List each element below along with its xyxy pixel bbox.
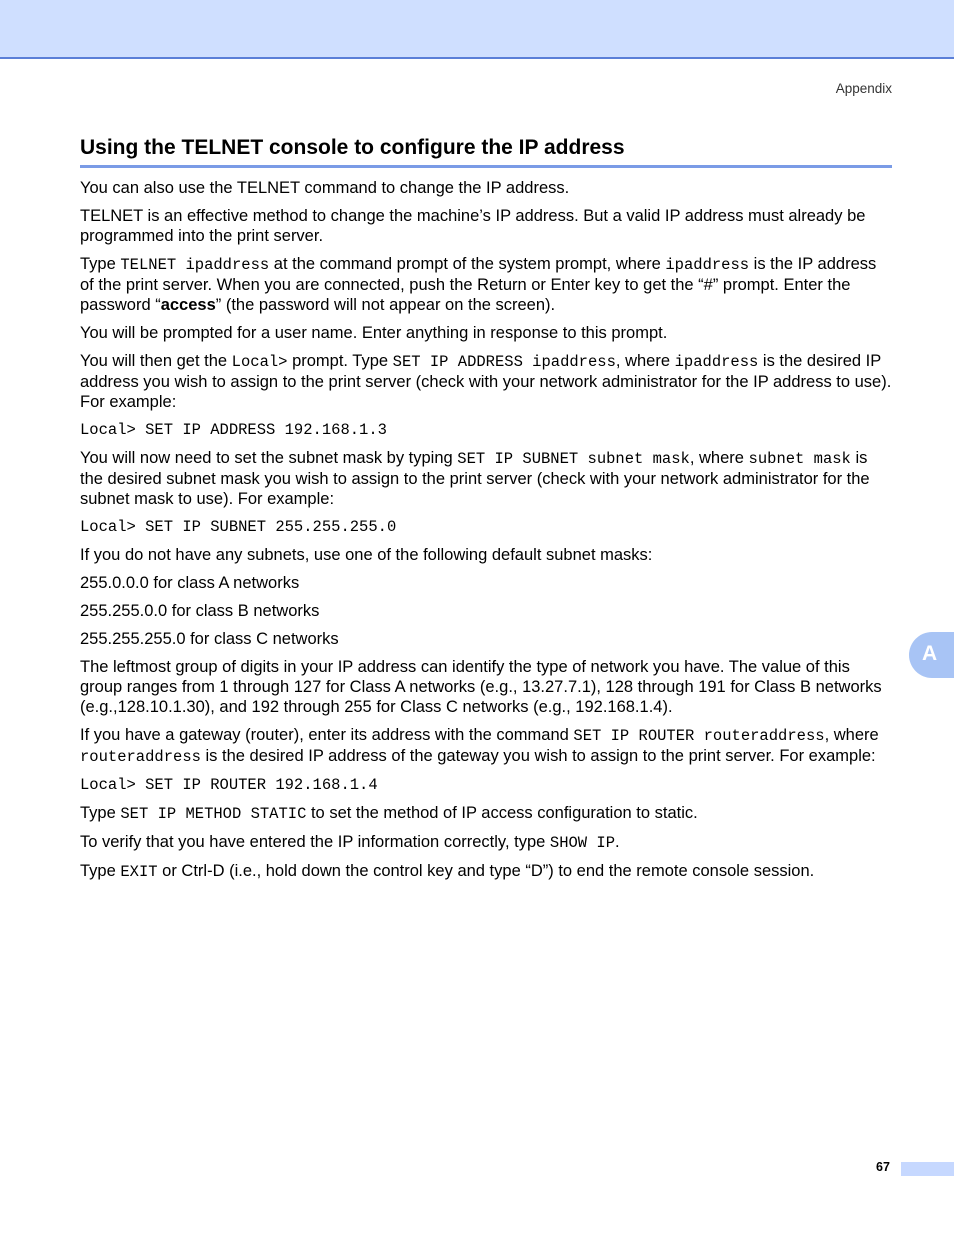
inline-code: routeraddress: [80, 748, 201, 766]
inline-code: ipaddress: [665, 256, 750, 274]
code-example: Local> SET IP SUBNET 255.255.255.0: [80, 518, 397, 536]
footer-bar: [901, 1162, 954, 1176]
paragraph: The leftmost group of digits in your IP address can identify the type of network you have. The value of this group ranges from 1 through 127 for Class A networks (e.g., 13.27.7.1), 128 through 191 for Class B networks (e.g.,128.10.1.30), and 192 through 255 for Class C networks (e.g., 192.168.1.4).: [80, 658, 882, 716]
inline-code: SET IP SUBNET subnet mask: [457, 450, 690, 468]
inline-code: Local>: [231, 353, 288, 371]
appendix-tab-label: A: [922, 642, 938, 665]
inline-code: SET IP METHOD STATIC: [120, 805, 307, 823]
running-head: Appendix: [835, 81, 892, 96]
paragraph: You will be prompted for a user name. Enter anything in response to this prompt.: [80, 324, 668, 342]
paragraph: You will then get the Local> prompt. Type SET IP ADDRESS ipaddress, where ipaddress is the desired IP address you wish to assign to the print server (check with your network administrator for the IP address to use). For example:: [80, 352, 892, 411]
inline-code: ipaddress: [674, 353, 759, 371]
page-number: 67: [876, 1160, 890, 1174]
paragraph: Type EXIT or Ctrl-D (i.e., hold down the control key and type “D”) to end the remote console session.: [80, 862, 815, 881]
paragraph: If you do not have any subnets, use one of the following default subnet masks:: [80, 546, 653, 564]
inline-code: SET IP ADDRESS ipaddress: [392, 353, 616, 371]
subnet-mask-class-a: 255.0.0.0 for class A networks: [80, 574, 300, 592]
header-band: [0, 0, 954, 59]
paragraph: Type SET IP METHOD STATIC to set the method of IP access configuration to static.: [80, 804, 698, 823]
paragraph: Type TELNET ipaddress at the command prompt of the system prompt, where ipaddress is the IP address of the print server. When you are connected, push the Return or Enter key to get the “#” prompt. Enter the password “access” (the password will not appear on the screen).: [80, 255, 877, 314]
paragraph: TELNET is an effective method to change the machine’s IP address. But a valid IP address must already be programmed into the print server.: [80, 207, 866, 245]
paragraph: To verify that you have entered the IP information correctly, type SHOW IP.: [80, 833, 620, 852]
inline-code: TELNET ipaddress: [120, 256, 270, 274]
section-title: Using the TELNET console to configure the IP address: [80, 134, 892, 168]
paragraph: If you have a gateway (router), enter its address with the command SET IP ROUTER routeraddress, where routeraddress is the desired IP address of the gateway you wish to assign to the print server. For example:: [80, 726, 879, 766]
inline-code: SHOW IP: [549, 834, 616, 852]
code-example: Local> SET IP ROUTER 192.168.1.4: [80, 776, 378, 794]
page-content: [80, 134, 892, 882]
paragraph: You will now need to set the subnet mask by typing SET IP SUBNET subnet mask, where subnet mask is the desired subnet mask you wish to assign to the print server (check with your network administrator for the subnet mask to use). For example:: [80, 449, 870, 508]
inline-code: SET IP ROUTER routeraddress: [573, 727, 825, 745]
subnet-mask-class-c: 255.255.255.0 for class C networks: [80, 630, 339, 648]
appendix-side-tab: [909, 632, 954, 678]
subnet-mask-class-b: 255.255.0.0 for class B networks: [80, 602, 320, 620]
code-example: Local> SET IP ADDRESS 192.168.1.3: [80, 421, 387, 439]
inline-code: EXIT: [120, 863, 158, 881]
inline-code: subnet mask: [748, 450, 851, 468]
password-text: access: [160, 296, 216, 314]
paragraph: You can also use the TELNET command to change the IP address.: [80, 179, 570, 197]
